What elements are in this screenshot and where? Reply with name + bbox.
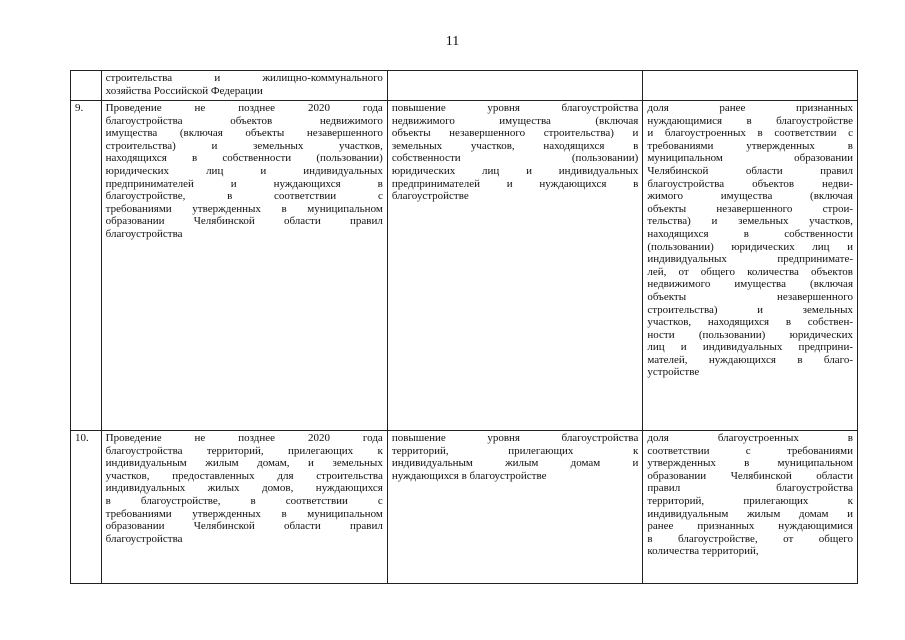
row-number-cell: 10. (71, 431, 102, 584)
cell-text-line: собственности (пользовании) (391, 152, 639, 165)
expected-result-cell (387, 71, 643, 101)
indicator-cell (643, 71, 858, 101)
cell-text-line: предпринимателей и нуждающихся в (391, 177, 639, 190)
cell-text-line: объекты незавершенного строительства) и (391, 127, 639, 140)
cell-text-line: муниципальном образовании (647, 152, 853, 165)
cell-text-line: образовании Челябинской области (647, 469, 853, 482)
cell-text-line: благоустройства (105, 227, 183, 240)
cell-text-line: требованиями утвержденных в муниципальном (105, 202, 383, 215)
cell-text-line: благоустройства территорий, прилегающих к (105, 444, 383, 457)
cell-text-line: повышение уровня благоустройства (391, 102, 639, 114)
cell-text-line: земельных участков, находящихся в (391, 139, 639, 152)
cell-text-line: в благоустройстве, в соответствии с (105, 494, 383, 507)
page-number: 11 (445, 34, 460, 49)
cell-text-line: лиц и индивидуальных предприни- (647, 341, 853, 354)
cell-text-line: благоустройства объектов недвижимого (105, 114, 383, 127)
table-row (71, 431, 858, 584)
expected-result-cell (387, 431, 643, 584)
cell-text-line: и благоустроенных в соответствии с (647, 127, 853, 140)
cell-text-line: требованиями утвержденных в (647, 139, 853, 152)
row-number-cell: 9. (71, 101, 102, 431)
cell-text-line: строительства) и земельных (647, 303, 853, 316)
cell-text-line: индивидуальных предпринимате- (647, 253, 853, 266)
cell-text-line: ранее признанных нуждающимися (647, 520, 853, 533)
cell-text-line: правил благоустройства (647, 482, 853, 495)
row-number-cell (71, 71, 102, 101)
cell-text-line: нуждающимися в благоустройстве (647, 114, 853, 127)
cell-text-line: индивидуальных жилых домов, нуждающихся (105, 482, 383, 495)
cell-text-line: Проведение не позднее 2020 года (105, 432, 383, 444)
cell-text-line: Проведение не позднее 2020 года (105, 102, 383, 114)
cell-text-line: повышение уровня благоустройства (391, 432, 639, 444)
cell-text-line: благоустройстве (391, 190, 469, 203)
cell-text-line: устройстве (647, 366, 700, 379)
cell-text-line: тельства) и земельных участков, (647, 215, 853, 228)
cell-text-line: требованиями утвержденных в муниципальном (105, 507, 383, 520)
cell-text-line: (пользовании) юридических лиц и (647, 240, 853, 253)
table-row (71, 101, 858, 431)
event-cell (101, 431, 387, 584)
event-cell (101, 71, 387, 101)
cell-text-line: строительства) и земельных участков, (105, 139, 383, 152)
expected-result-cell (387, 101, 643, 431)
cell-text-line: доля ранее признанных (647, 102, 853, 114)
cell-text-line: хозяйства Российской Федерации (105, 84, 263, 97)
cell-text-line: участков, предоставленных для строительства (105, 469, 383, 482)
cell-text-line: территорий, прилегающих к (391, 444, 639, 457)
cell-text-line: Челябинской области правил (647, 164, 853, 177)
document-table (70, 70, 858, 584)
cell-text-line: строительства и жилищно-коммунального (105, 72, 383, 84)
cell-text-line: находящихся в собственности (пользовании) (105, 152, 383, 165)
cell-text-line: соответствии с требованиями (647, 444, 853, 457)
cell-text-line: предпринимателей и нуждающихся в (105, 177, 383, 190)
cell-text-line: территорий, прилегающих к (647, 494, 853, 507)
cell-text-line: индивидуальным жилым домам, и земельных (105, 457, 383, 470)
cell-text-line: благоустройства объектов недви- (647, 177, 853, 190)
cell-text-line: ности (пользовании) юридических (647, 328, 853, 341)
cell-text-line: объекты незавершенного строи- (647, 202, 853, 215)
cell-text-line: имущества (включая объекты незавершенного (105, 127, 383, 140)
cell-text-line: юридических лиц и индивидуальных (391, 164, 639, 177)
cell-text-line: лей, от общего количества объектов (647, 265, 853, 278)
cell-text-line: участков, находящихся в собствен- (647, 316, 853, 329)
cell-text-line: находящихся в собственности (647, 227, 853, 240)
cell-text-line: количества территорий, (647, 545, 759, 558)
cell-text-line: благоустройстве, в соответствии с (105, 190, 383, 203)
cell-text-line: юридических лиц и индивидуальных (105, 164, 383, 177)
cell-text-line: образовании Челябинской области правил (105, 215, 383, 228)
cell-text-line: жимого имущества (включая (647, 190, 853, 203)
cell-text-line: доля благоустроенных в (647, 432, 853, 444)
cell-text-line: утвержденных в муниципальном (647, 457, 853, 470)
cell-text-line: благоустройства (105, 532, 183, 545)
cell-text-line: нуждающихся в благоустройстве (391, 469, 547, 482)
event-cell (101, 101, 387, 431)
cell-text-line: образовании Челябинской области правил (105, 520, 383, 533)
cell-text-line: недвижимого имущества (включая (647, 278, 853, 291)
cell-text-line: индивидуальным жилым домам и (391, 457, 639, 470)
cell-text-line: в благоустройстве, от общего (647, 532, 853, 545)
indicator-cell (643, 431, 858, 584)
cell-text-line: недвижимого имущества (включая (391, 114, 639, 127)
cell-text-line: индивидуальным жилым домам и (647, 507, 853, 520)
cell-text-line: объекты незавершенного (647, 290, 853, 303)
table-row (71, 71, 858, 101)
indicator-cell (643, 101, 858, 431)
cell-text-line: мателей, нуждающихся в благо- (647, 353, 853, 366)
